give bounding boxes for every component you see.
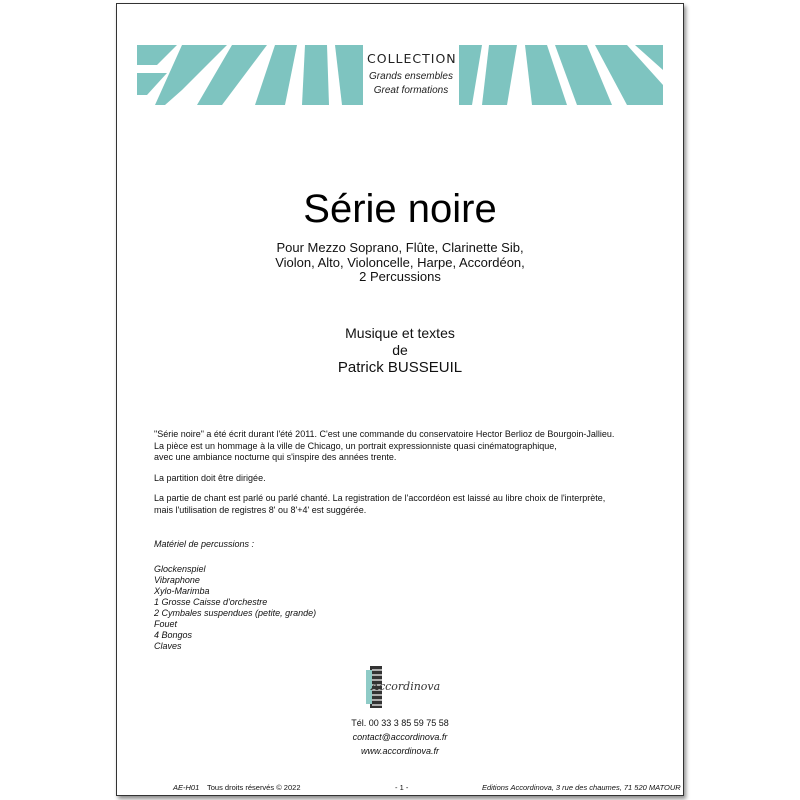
instrumentation-line: 2 Percussions: [359, 269, 441, 284]
percussion-items: [154, 564, 316, 652]
contact-info: [117, 716, 683, 758]
list-item: Claves: [154, 641, 182, 651]
page-footer: [117, 783, 683, 793]
website-link[interactable]: www.accordinova.fr: [360, 746, 440, 756]
composer-name: Patrick BUSSEUIL: [337, 359, 463, 376]
page-title: Série noire: [303, 187, 497, 231]
collection-subtitle-en: Great formations: [373, 85, 449, 96]
phone-number: Tél. 00 33 3 85 59 75 58: [351, 718, 449, 728]
collection-banner: [137, 45, 663, 105]
publisher-logo: [358, 662, 448, 712]
credits-line1: Musique et textes: [345, 325, 455, 341]
list-item: 1 Grosse Caisse d'orchestre: [154, 597, 268, 607]
copyright-text: Tous droits réservés © 2022: [207, 783, 301, 792]
text-line: La pièce est un hommage à la ville de Chicago, un portrait expressionniste quasi cinématographique,: [154, 440, 557, 451]
publisher-name: Accordinova: [371, 680, 441, 693]
percussion-list: [154, 539, 316, 652]
list-item: Fouet: [154, 619, 178, 629]
description-paragraph: [154, 429, 663, 464]
list-item: Vibraphone: [154, 575, 200, 585]
collection-label: COLLECTION: [367, 51, 457, 66]
score-cover-page: [116, 3, 684, 796]
description-paragraph: [154, 473, 663, 485]
text-line: mais l'utilisation de registres 8' ou 8'+4' est suggérée.: [154, 504, 367, 515]
percussion-title: Matériel de percussions :: [154, 539, 255, 549]
list-item: 2 Cymbales suspendues (petite, grande): [154, 608, 317, 618]
email-link[interactable]: contact@accordinova.fr: [352, 732, 448, 742]
instrumentation-line: Pour Mezzo Soprano, Flûte, Clarinette Sib,: [276, 240, 524, 255]
instrumentation-line: Violon, Alto, Violoncelle, Harpe, Accordéon,: [275, 254, 525, 270]
text-line: avec une ambiance nocturne qui s'inspire des années trente.: [154, 452, 397, 462]
list-item: Xylo-Marimba: [154, 586, 210, 596]
publisher-address: Editions Accordinova, 3 rue des chaumes, 71 520 MATOUR: [482, 783, 681, 792]
credits-line2: de: [392, 342, 408, 358]
text-line: La partition doit être dirigée.: [154, 472, 266, 483]
text-line: La partie de chant est parlé ou parlé chanté. La registration de l'accordéon est laissé au libre choix de l'interprète,: [154, 493, 606, 503]
list-item: Glockenspiel: [154, 564, 206, 574]
instrumentation: [117, 241, 683, 285]
text-line: "Série noire" a été écrit durant l'été 2011. C'est une commande du conservatoire Hector Berlioz de Bourgoin-Jallieu.: [154, 429, 615, 439]
description: [154, 429, 663, 525]
collection-subtitle-fr: Grands ensembles: [369, 71, 453, 82]
list-item: 4 Bongos: [154, 630, 193, 640]
description-paragraph: [154, 493, 663, 516]
page-number: - 1 -: [395, 783, 409, 792]
credits: [117, 325, 683, 376]
collection-label-box: [367, 45, 455, 105]
catalog-code: AE-H01: [173, 783, 200, 792]
